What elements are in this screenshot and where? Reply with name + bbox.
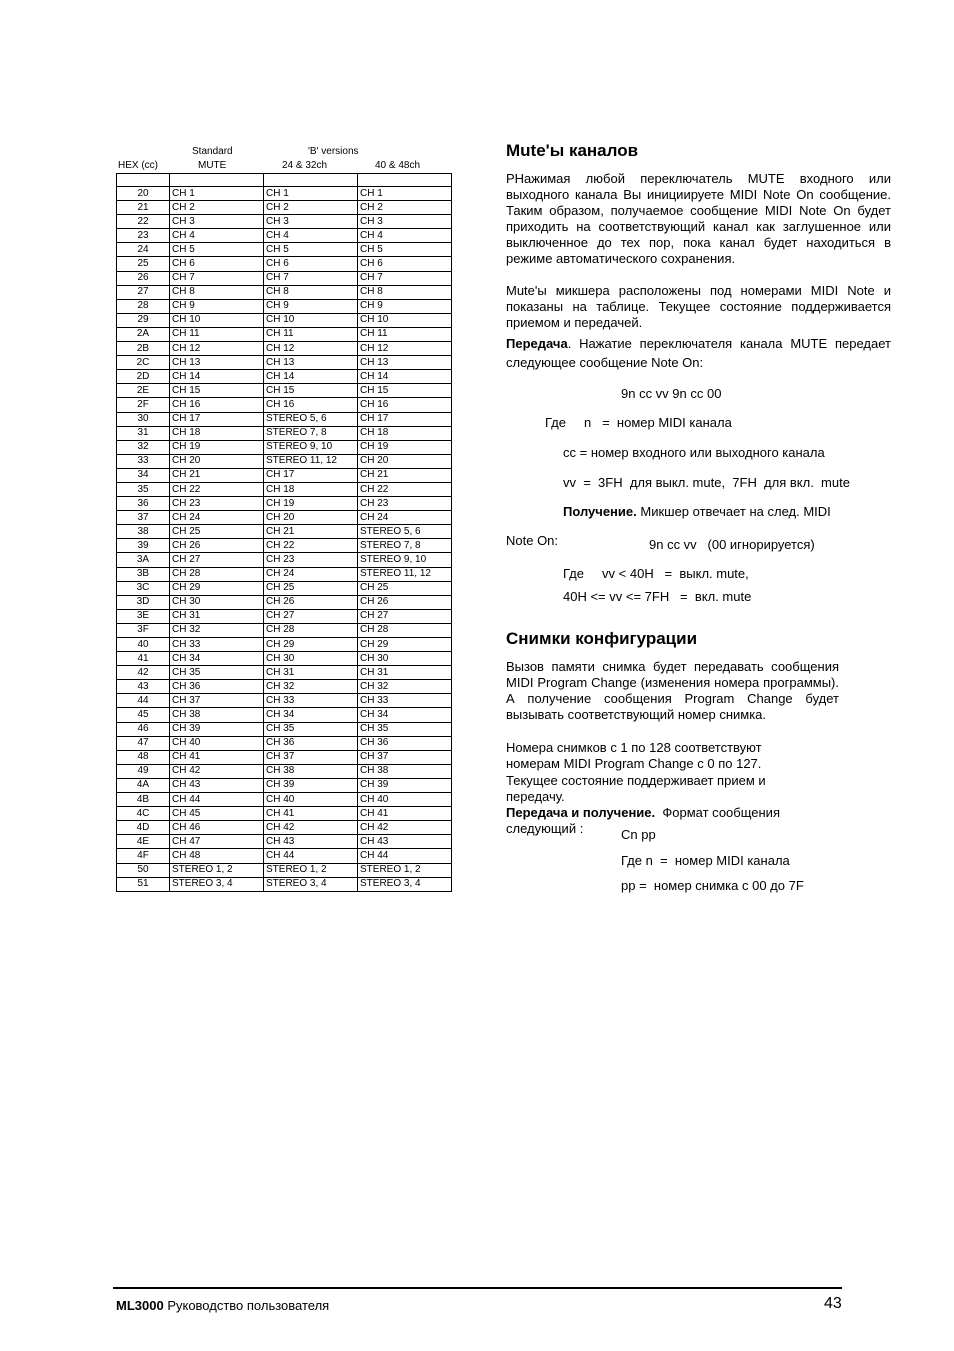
table-row-blank	[117, 174, 452, 187]
b40-48-cell: CH 27	[358, 609, 452, 623]
b24-32-cell: CH 44	[264, 849, 358, 863]
mute-cell: CH 5	[170, 243, 264, 257]
b24-32-cell: CH 32	[264, 680, 358, 694]
mute-cell: CH 26	[170, 539, 264, 553]
hex-cell: 25	[117, 257, 170, 271]
table-row	[117, 680, 452, 694]
mute-section-title: Mute'ы каналов	[506, 141, 639, 160]
tr-label: Передача и получение.	[506, 805, 656, 820]
b24-32-cell: CH 29	[264, 638, 358, 652]
hex-cell: 32	[117, 440, 170, 454]
mute-cell: CH 47	[170, 835, 264, 849]
hex-cell: 3D	[117, 595, 170, 609]
b24-32-cell: STEREO 5, 6	[264, 412, 358, 426]
b40-48-cell: CH 39	[358, 778, 452, 792]
b40-48-cell: CH 2	[358, 201, 452, 215]
mute-cell: CH 14	[170, 370, 264, 384]
footer-rule	[113, 1287, 842, 1289]
hex-cell: 2B	[117, 342, 170, 356]
snapshot-pp-line: pp = номер снимка с 00 до 7F	[621, 878, 804, 893]
header-40-48: 40 & 48ch	[375, 160, 421, 171]
mute-cell: CH 6	[170, 257, 264, 271]
mute-cell: CH 2	[170, 201, 264, 215]
snapshot-section-title: Снимки конфигурации	[506, 629, 698, 648]
b24-32-cell: CH 20	[264, 511, 358, 525]
table-row	[117, 342, 452, 356]
b40-48-cell: CH 32	[358, 680, 452, 694]
snapshot-para-3: Текущее состояние поддерживает прием и передачу.	[506, 773, 766, 805]
mute-cell: CH 34	[170, 652, 264, 666]
table-row	[117, 722, 452, 736]
header-standard: Standard	[192, 146, 233, 157]
mute-note-on: Note On:	[506, 533, 559, 548]
table-row	[117, 412, 452, 426]
b40-48-cell: CH 26	[358, 595, 452, 609]
table-row	[117, 215, 452, 229]
mute-cell: CH 40	[170, 736, 264, 750]
hex-cell: 4E	[117, 835, 170, 849]
b40-48-cell: CH 36	[358, 736, 452, 750]
b24-32-cell: CH 34	[264, 708, 358, 722]
snapshot-tr-line	[506, 805, 780, 820]
b24-32-cell: CH 26	[264, 595, 358, 609]
mute-cell: CH 23	[170, 497, 264, 511]
b40-48-cell: CH 19	[358, 440, 452, 454]
b24-32-cell: CH 33	[264, 694, 358, 708]
hex-cell: 50	[117, 863, 170, 877]
mute-cc-line: cc = номер входного или выходного канала	[563, 445, 825, 460]
b24-32-cell: CH 27	[264, 609, 358, 623]
hex-cell: 23	[117, 229, 170, 243]
mute-cell: CH 11	[170, 327, 264, 341]
mute-cell: CH 45	[170, 807, 264, 821]
b40-48-cell: CH 29	[358, 638, 452, 652]
header-24-32: 24 & 32ch	[282, 160, 328, 171]
table-row	[117, 398, 452, 412]
b40-48-cell: CH 38	[358, 764, 452, 778]
hex-cell: 2D	[117, 370, 170, 384]
hex-cell: 21	[117, 201, 170, 215]
hex-cell: 35	[117, 482, 170, 496]
hex-cell: 24	[117, 243, 170, 257]
mute-cell: CH 18	[170, 426, 264, 440]
table-row	[117, 525, 452, 539]
hex-cell: 2E	[117, 384, 170, 398]
table-row	[117, 426, 452, 440]
b40-48-cell: CH 31	[358, 666, 452, 680]
mute-cell: CH 4	[170, 229, 264, 243]
mute-where-n: Где n = номер MIDI канала	[545, 415, 732, 430]
b40-48-cell: CH 24	[358, 511, 452, 525]
b40-48-cell: CH 25	[358, 581, 452, 595]
hex-cell: 36	[117, 497, 170, 511]
b24-32-cell: CH 37	[264, 750, 358, 764]
b24-32-cell: CH 16	[264, 398, 358, 412]
hex-cell: 2F	[117, 398, 170, 412]
b40-48-cell: CH 18	[358, 426, 452, 440]
table-row	[117, 313, 452, 327]
b40-48-cell: CH 44	[358, 849, 452, 863]
mute-cell: CH 3	[170, 215, 264, 229]
table-row	[117, 609, 452, 623]
footer-model: ML3000	[116, 1298, 164, 1313]
table-row	[117, 468, 452, 482]
b24-32-cell: CH 42	[264, 821, 358, 835]
hex-cell: 27	[117, 285, 170, 299]
hex-cell: 45	[117, 708, 170, 722]
b24-32-cell: CH 7	[264, 271, 358, 285]
mute-cell: CH 38	[170, 708, 264, 722]
hex-cell: 40	[117, 638, 170, 652]
hex-cell: 41	[117, 652, 170, 666]
b24-32-cell: CH 21	[264, 525, 358, 539]
hex-cell: 22	[117, 215, 170, 229]
b24-32-cell: STEREO 7, 8	[264, 426, 358, 440]
table-row	[117, 511, 452, 525]
mute-cell: CH 44	[170, 793, 264, 807]
midi-mute-table	[116, 173, 452, 892]
hex-cell: 3F	[117, 623, 170, 637]
b24-32-cell: CH 24	[264, 567, 358, 581]
table-row	[117, 736, 452, 750]
header-b-versions: 'B' versions	[308, 146, 359, 157]
hex-cell: 51	[117, 877, 170, 891]
b24-32-cell: CH 22	[264, 539, 358, 553]
tr-text: Формат сообщения	[655, 805, 780, 820]
mute-vv-range: 40H <= vv <= 7FH = вкл. mute	[563, 589, 752, 604]
hex-cell: 33	[117, 454, 170, 468]
mute-cell: CH 13	[170, 356, 264, 370]
b40-48-cell: CH 4	[358, 229, 452, 243]
transmit-label: Передача	[506, 336, 568, 351]
hex-cell: 37	[117, 511, 170, 525]
b40-48-cell: CH 10	[358, 313, 452, 327]
hex-cell: 30	[117, 412, 170, 426]
mute-receive-msg: 9n cc vv (00 игнорируется)	[649, 537, 815, 552]
b24-32-cell: CH 38	[264, 764, 358, 778]
b24-32-cell: CH 23	[264, 553, 358, 567]
mute-cell: CH 41	[170, 750, 264, 764]
table-row	[117, 370, 452, 384]
b40-48-cell: STEREO 9, 10	[358, 553, 452, 567]
b24-32-cell: CH 1	[264, 187, 358, 201]
b40-48-cell: CH 30	[358, 652, 452, 666]
mute-cell: CH 43	[170, 778, 264, 792]
table-row	[117, 793, 452, 807]
b40-48-cell: STEREO 5, 6	[358, 525, 452, 539]
b40-48-cell: CH 9	[358, 299, 452, 313]
table-row	[117, 271, 452, 285]
table-row	[117, 567, 452, 581]
hex-cell: 38	[117, 525, 170, 539]
mute-message: 9n cc vv 9n cc 00	[621, 386, 722, 401]
table-row	[117, 356, 452, 370]
b40-48-cell: CH 41	[358, 807, 452, 821]
b40-48-cell: CH 6	[358, 257, 452, 271]
hex-cell: 48	[117, 750, 170, 764]
mute-cell: CH 1	[170, 187, 264, 201]
hex-cell: 4A	[117, 778, 170, 792]
mute-para-1: РНажимая любой переключатель MUTE входного или выходного канала Вы инициируете MIDI Note On сообщение. Таким образом, получаемое сообщение MIDI Note On будет приходить на соответствующий канал как заглушенное или выключенное до тех пор, пока канал будет находиться в режиме автоматического сохранения.	[506, 171, 891, 267]
snapshot-following: следующий :	[506, 821, 584, 836]
b24-32-cell: CH 4	[264, 229, 358, 243]
mute-cell: CH 46	[170, 821, 264, 835]
table-row	[117, 694, 452, 708]
b40-48-cell: CH 43	[358, 835, 452, 849]
mute-cell: CH 20	[170, 454, 264, 468]
b24-32-cell: CH 2	[264, 201, 358, 215]
table-row	[117, 539, 452, 553]
hex-cell: 44	[117, 694, 170, 708]
b40-48-cell: CH 15	[358, 384, 452, 398]
table-row	[117, 454, 452, 468]
hex-cell: 43	[117, 680, 170, 694]
table-row	[117, 764, 452, 778]
b40-48-cell: CH 28	[358, 623, 452, 637]
mute-cell: CH 42	[170, 764, 264, 778]
mute-para-2: Mute'ы микшера расположены под номерами MIDI Note и показаны на таблице. Текущее состояние поддерживается приемом и передачей.	[506, 283, 891, 331]
b24-32-cell: CH 10	[264, 313, 358, 327]
table-row	[117, 257, 452, 271]
hex-cell: 4F	[117, 849, 170, 863]
table-row	[117, 299, 452, 313]
b40-48-cell: STEREO 1, 2	[358, 863, 452, 877]
table-row	[117, 623, 452, 637]
mute-cell: CH 29	[170, 581, 264, 595]
b24-32-cell: CH 35	[264, 722, 358, 736]
mute-cell: CH 8	[170, 285, 264, 299]
b40-48-cell: STEREO 7, 8	[358, 539, 452, 553]
mute-cell: CH 33	[170, 638, 264, 652]
mute-cell: CH 9	[170, 299, 264, 313]
table-row	[117, 201, 452, 215]
b24-32-cell: CH 30	[264, 652, 358, 666]
b24-32-cell: CH 3	[264, 215, 358, 229]
hex-cell: 3A	[117, 553, 170, 567]
b40-48-cell: CH 16	[358, 398, 452, 412]
b24-32-cell: CH 12	[264, 342, 358, 356]
hex-cell: 42	[117, 666, 170, 680]
b40-48-cell: CH 7	[358, 271, 452, 285]
b40-48-cell: CH 17	[358, 412, 452, 426]
mute-cell: CH 17	[170, 412, 264, 426]
b24-32-cell: CH 11	[264, 327, 358, 341]
snapshot-para-2: Номера снимков с 1 по 128 соответствуют номерам MIDI Program Change с 0 по 127.	[506, 740, 762, 772]
mute-cell: CH 30	[170, 595, 264, 609]
b24-32-cell: CH 15	[264, 384, 358, 398]
b24-32-cell: CH 36	[264, 736, 358, 750]
b24-32-cell: CH 19	[264, 497, 358, 511]
mute-receive-line	[563, 504, 831, 519]
hex-cell: 28	[117, 299, 170, 313]
mute-cell: CH 15	[170, 384, 264, 398]
b40-48-cell: CH 12	[358, 342, 452, 356]
header-hex: HEX (cc)	[118, 160, 158, 171]
hex-cell: 4C	[117, 807, 170, 821]
mute-cell: CH 48	[170, 849, 264, 863]
b24-32-cell: CH 18	[264, 482, 358, 496]
b40-48-cell: CH 37	[358, 750, 452, 764]
table-row	[117, 243, 452, 257]
receive-label: Получение.	[563, 504, 637, 519]
b24-32-cell: STEREO 3, 4	[264, 877, 358, 891]
b24-32-cell: CH 31	[264, 666, 358, 680]
midi-mute-table-body	[117, 174, 452, 892]
b24-32-cell: CH 13	[264, 356, 358, 370]
hex-cell: 2A	[117, 327, 170, 341]
mute-cell: CH 27	[170, 553, 264, 567]
mute-cell: CH 37	[170, 694, 264, 708]
mute-cell: CH 7	[170, 271, 264, 285]
table-row	[117, 708, 452, 722]
b24-32-cell: CH 5	[264, 243, 358, 257]
b24-32-cell: CH 28	[264, 623, 358, 637]
b40-48-cell: CH 3	[358, 215, 452, 229]
mute-cell: CH 28	[170, 567, 264, 581]
b40-48-cell: CH 11	[358, 327, 452, 341]
table-row	[117, 497, 452, 511]
mute-cell: CH 24	[170, 511, 264, 525]
b24-32-cell: STEREO 1, 2	[264, 863, 358, 877]
b24-32-cell: CH 17	[264, 468, 358, 482]
mute-cell: STEREO 3, 4	[170, 877, 264, 891]
b40-48-cell: CH 35	[358, 722, 452, 736]
table-row	[117, 638, 452, 652]
table-row	[117, 482, 452, 496]
mute-cell: CH 12	[170, 342, 264, 356]
table-row	[117, 229, 452, 243]
b40-48-cell: CH 33	[358, 694, 452, 708]
b40-48-cell: CH 13	[358, 356, 452, 370]
table-row	[117, 778, 452, 792]
b24-32-cell: CH 43	[264, 835, 358, 849]
b40-48-cell: CH 40	[358, 793, 452, 807]
hex-cell: 46	[117, 722, 170, 736]
b40-48-cell: STEREO 11, 12	[358, 567, 452, 581]
hex-cell: 49	[117, 764, 170, 778]
mute-vv-line: vv = 3FH для выкл. mute, 7FH для вкл. mute	[563, 475, 850, 490]
b40-48-cell: CH 42	[358, 821, 452, 835]
table-row	[117, 384, 452, 398]
b24-32-cell: CH 25	[264, 581, 358, 595]
table-row	[117, 553, 452, 567]
receive-text: Микшер отвечает на след. MIDI	[636, 504, 831, 519]
table-row	[117, 807, 452, 821]
mute-transmit-para	[506, 334, 891, 372]
table-row	[117, 187, 452, 201]
mute-cell: CH 35	[170, 666, 264, 680]
hex-cell: 47	[117, 736, 170, 750]
table-row	[117, 652, 452, 666]
table-row	[117, 581, 452, 595]
b40-48-cell: CH 22	[358, 482, 452, 496]
b40-48-cell: CH 20	[358, 454, 452, 468]
b40-48-cell: STEREO 3, 4	[358, 877, 452, 891]
b24-32-cell: CH 14	[264, 370, 358, 384]
hex-cell: 3E	[117, 609, 170, 623]
mute-cell: CH 31	[170, 609, 264, 623]
hex-cell: 26	[117, 271, 170, 285]
hex-cell: 4B	[117, 793, 170, 807]
table-row	[117, 285, 452, 299]
hex-cell: 34	[117, 468, 170, 482]
b40-48-cell: CH 14	[358, 370, 452, 384]
mute-cell: CH 10	[170, 313, 264, 327]
mute-where-vv: Где vv < 40H = выкл. mute,	[563, 566, 749, 581]
footer-manual: Руководство пользователя	[163, 1298, 330, 1313]
table-row	[117, 863, 452, 877]
table-row	[117, 595, 452, 609]
hex-cell: 20	[117, 187, 170, 201]
mute-cell: CH 36	[170, 680, 264, 694]
b24-32-cell: CH 6	[264, 257, 358, 271]
hex-cell: 29	[117, 313, 170, 327]
hex-cell: 3B	[117, 567, 170, 581]
b24-32-cell: CH 9	[264, 299, 358, 313]
footer-title	[116, 1298, 329, 1313]
table-row	[117, 327, 452, 341]
b24-32-cell: CH 41	[264, 807, 358, 821]
table-row	[117, 750, 452, 764]
snapshot-para-1: Вызов памяти снимка будет передавать сообщения MIDI Program Change (изменения номера программы). А получение сообщения Program Change будет вызывать соответствующий номер снимка.	[506, 659, 839, 723]
b24-32-cell: CH 40	[264, 793, 358, 807]
header-mute: MUTE	[198, 160, 227, 171]
mute-cell: CH 39	[170, 722, 264, 736]
b24-32-cell: CH 39	[264, 778, 358, 792]
hex-cell: 39	[117, 539, 170, 553]
snapshot-message: Cn pp	[621, 827, 656, 842]
b40-48-cell: CH 34	[358, 708, 452, 722]
mute-cell: CH 22	[170, 482, 264, 496]
table-row	[117, 835, 452, 849]
hex-cell: 2C	[117, 356, 170, 370]
table-row	[117, 849, 452, 863]
mute-cell: CH 32	[170, 623, 264, 637]
hex-cell: 31	[117, 426, 170, 440]
table-row	[117, 666, 452, 680]
transmit-text: . Нажатие переключателя канала MUTE передает следующее сообщение Note On:	[506, 336, 891, 370]
mute-cell: CH 21	[170, 468, 264, 482]
snapshot-where-n: Где n = номер MIDI канала	[621, 853, 790, 868]
b40-48-cell: CH 21	[358, 468, 452, 482]
b40-48-cell: CH 5	[358, 243, 452, 257]
b24-32-cell: STEREO 11, 12	[264, 454, 358, 468]
table-row	[117, 821, 452, 835]
b40-48-cell: CH 23	[358, 497, 452, 511]
mute-cell: CH 16	[170, 398, 264, 412]
hex-cell: 3C	[117, 581, 170, 595]
b40-48-cell: CH 8	[358, 285, 452, 299]
mute-cell: CH 19	[170, 440, 264, 454]
page-number: 43	[824, 1295, 842, 1312]
mute-cell: STEREO 1, 2	[170, 863, 264, 877]
mute-cell: CH 25	[170, 525, 264, 539]
hex-cell: 4D	[117, 821, 170, 835]
b24-32-cell: CH 8	[264, 285, 358, 299]
b24-32-cell: STEREO 9, 10	[264, 440, 358, 454]
b40-48-cell: CH 1	[358, 187, 452, 201]
table-row	[117, 877, 452, 891]
table-row	[117, 440, 452, 454]
